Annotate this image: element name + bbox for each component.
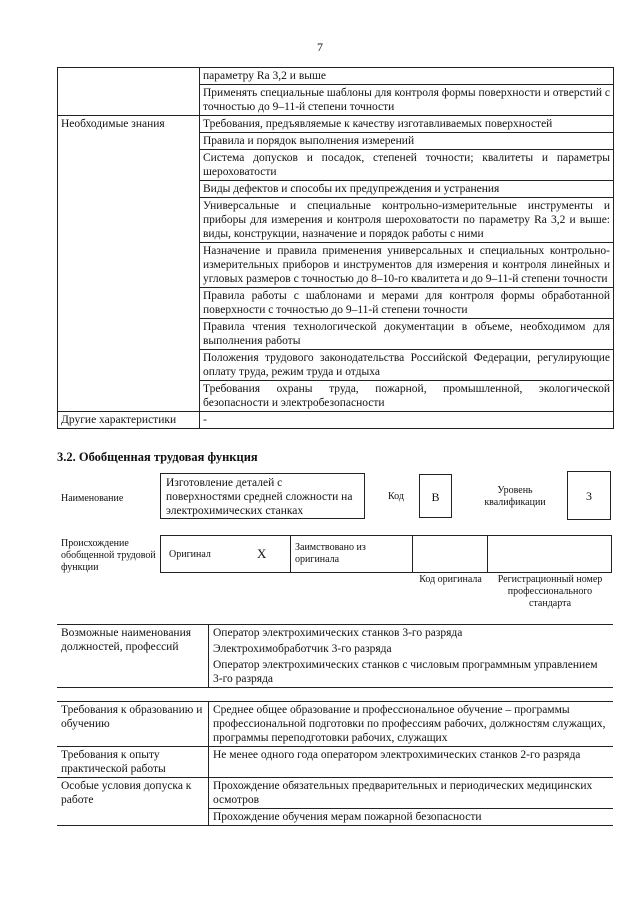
origin-label: Происхождение обобщенной трудовой функции [61, 538, 156, 573]
positions-values [209, 625, 614, 688]
education-value: Среднее общее образование и профессиональное обучение – программы профессиональной подготовки по профессиям рабочих, должностям служащих, программы переподготовки рабочих, служащих [209, 702, 614, 747]
table-row [57, 702, 613, 747]
level-value: 3 [567, 471, 611, 520]
list-item: Оператор электрохимических станков 3-го разряда [213, 627, 463, 639]
code-label: Код [388, 491, 404, 502]
page-number: 7 [317, 40, 323, 54]
function-name-value: Изготовление деталей с поверхностями средней сложности на электрохимических станках [160, 473, 365, 519]
origin-grid [160, 535, 612, 573]
table-row [57, 747, 613, 778]
special-conditions-values [209, 778, 614, 826]
original-label: Оригинал [169, 549, 211, 560]
original-mark: X [257, 546, 267, 561]
divider [487, 536, 488, 572]
table-cell: Виды дефектов и способы их предупреждения и устранения [200, 181, 614, 198]
special-conditions-label: Особые условия допуска к работе [57, 778, 209, 826]
positions-table [57, 624, 613, 688]
table-cell: Правила чтения технологической документации в объеме, необходимом для выполнения работы [200, 319, 614, 350]
requirements-table [57, 701, 613, 826]
list-item: Оператор электрохимических станков с числовым программным управлением 3-го разряда [213, 659, 598, 685]
row-label-knowledge: Необходимые знания [58, 116, 200, 412]
table-cell: Применять специальные шаблоны для контроля формы поверхности и отверстий с точностью до 9–11-й степени точности [200, 85, 614, 116]
table-cell: Положения трудового законодательства Российской Федерации, регулирующие оплату труда, режим труда и отдыха [200, 350, 614, 381]
experience-label: Требования к опыту практической работы [57, 747, 209, 778]
divider [290, 536, 291, 572]
section-title: 3.2. Обобщенная трудовая функция [57, 450, 258, 464]
row-label-other: Другие характеристики [58, 412, 200, 429]
table-cell: Универсальные и специальные контрольно-измерительные инструменты и приборы для измерения и контроля шероховатости по параметру Ra 3,2 и выше: виды, конструкции, назначение и порядок работы с ними [200, 198, 614, 243]
level-label: Уровень квалификации [484, 485, 546, 508]
table-row [57, 778, 613, 826]
table-row [57, 625, 613, 688]
list-item: Прохождение обучения мерам пожарной безопасности [213, 811, 482, 823]
table-cell: Назначение и правила применения универсальных и специальных контрольно-измерительных приборов и инструментов для измерения и контроля линейных и угловых размеров с точностью до 8–10-го квалитета и до 9–11-й степени точности [200, 243, 614, 288]
table-cell: - [200, 412, 614, 429]
table-cell: Система допусков и посадок, степеней точности; квалитеты и параметры шероховатости [200, 150, 614, 181]
name-label: Наименование [61, 493, 124, 504]
borrowed-label: Заимствовано из оригинала [295, 542, 366, 565]
code-value: В [419, 474, 452, 518]
positions-label: Возможные наименования должностей, профессий [57, 625, 209, 688]
experience-value: Не менее одного года оператором электрохимических станков 2-го разряда [209, 747, 614, 778]
code-original-caption: Код оригинала [419, 574, 482, 585]
table-cell: Требования охраны труда, пожарной, промышленной, экологической безопасности и электробезопасности [200, 381, 614, 412]
table-cell: параметру Ra 3,2 и выше [200, 68, 614, 85]
knowledge-table [57, 67, 614, 429]
table-cell: Правила работы с шаблонами и мерами для контроля формы обработанной поверхности с точностью до 9–11-й степени точности [200, 288, 614, 319]
education-label: Требования к образованию и обучению [57, 702, 209, 747]
table-row [58, 116, 614, 133]
table-cell: Требования, предъявляемые к качеству изготавливаемых поверхностей [200, 116, 614, 133]
list-item: Прохождение обязательных предварительных и периодических медицинских осмотров [209, 778, 613, 809]
list-item: Электрохимобработчик 3-го разряда [213, 643, 392, 655]
reg-number-caption: Регистрационный номер профессионального стандарта [497, 574, 603, 609]
divider [412, 536, 413, 572]
row-label [58, 68, 200, 116]
table-row [58, 412, 614, 429]
table-row [58, 68, 614, 85]
table-cell: Правила и порядок выполнения измерений [200, 133, 614, 150]
